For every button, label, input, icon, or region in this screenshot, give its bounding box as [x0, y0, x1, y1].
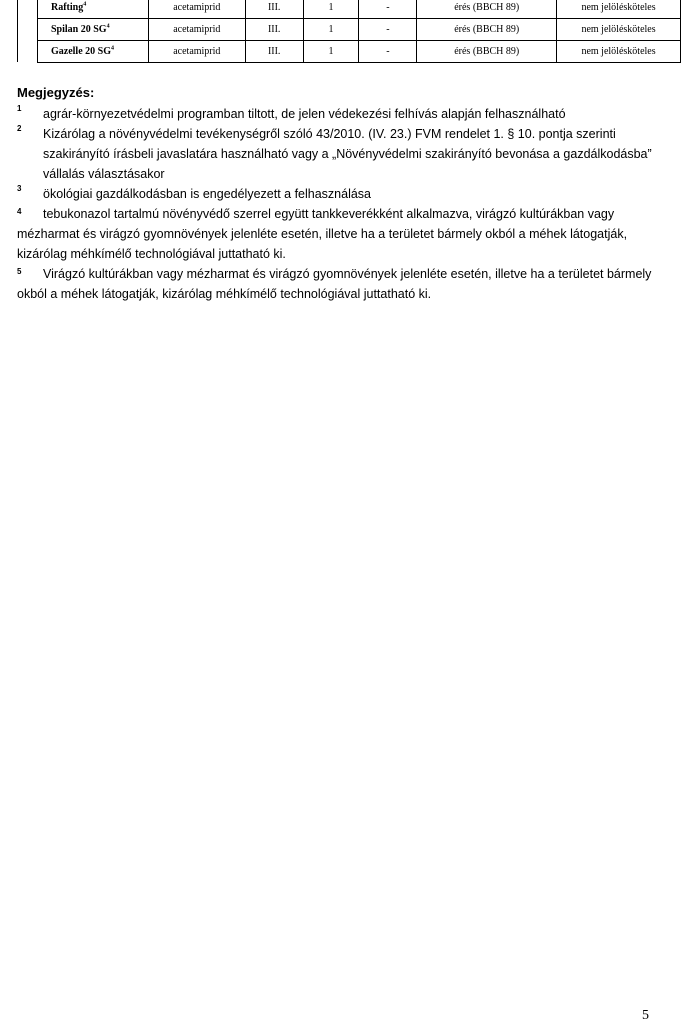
note-number: 4 — [17, 207, 22, 216]
stage-cell: érés (BBCH 89) — [417, 41, 557, 63]
page-number: 5 — [642, 1008, 649, 1023]
note-item — [17, 184, 657, 204]
class-cell: III. — [245, 41, 303, 63]
note-text: agrár-környezetvédelmi programban tiltott, de jelen védekezési felhívás alapján felhasználható — [43, 107, 566, 121]
note-item — [17, 204, 657, 264]
label-cell: nem jelölésköteles — [557, 0, 681, 19]
label-cell: nem jelölésköteles — [557, 19, 681, 41]
value-cell: - — [359, 19, 417, 41]
product-name: Rafting — [51, 2, 84, 13]
footnote-ref: 4 — [111, 45, 114, 52]
note-text: Virágzó kultúrákban vagy mézharmat és virágzó gyomnövények jelenléte esetén, illetve ha a területet bármely okból a méhek látogatják, kizárólag méhkímélő technológiával juttatható ki. — [17, 267, 652, 301]
note-text: ökológiai gazdálkodásban is engedélyezett a felhasználása — [43, 187, 372, 201]
stage-cell: érés (BBCH 89) — [417, 0, 557, 19]
active-ingredient-cell: acetamiprid — [148, 41, 245, 63]
note-text: Kizárólag a növényvédelmi tevékenységről szóló 43/2010. (IV. 23.) FVM rendelet 1. § 10. pontja szerinti szakirányító írásbeli javaslatára használható vagy a „Növényvédelmi szakirányító bevonása a gazdálkodásba” vállalás választásakor — [43, 127, 652, 181]
note-number: 3 — [17, 184, 22, 193]
note-item — [17, 104, 657, 124]
value-cell: 1 — [303, 0, 359, 19]
stage-cell: érés (BBCH 89) — [417, 19, 557, 41]
notes-heading: Megjegyzés: — [17, 85, 95, 100]
footnote-ref: 4 — [106, 23, 110, 30]
value-cell: - — [359, 41, 417, 63]
class-cell: III. — [245, 0, 303, 19]
active-ingredient-cell: acetamiprid — [148, 0, 245, 19]
note-number: 1 — [17, 104, 22, 113]
product-name: Spilan 20 SG — [51, 24, 107, 35]
product-name-cell — [38, 41, 149, 63]
label-cell: nem jelölésköteles — [557, 41, 681, 63]
table-row — [38, 19, 681, 41]
value-cell: - — [359, 0, 417, 19]
table-row — [38, 0, 681, 19]
note-number: 2 — [17, 124, 22, 133]
class-cell: III. — [245, 19, 303, 41]
product-table — [37, 0, 681, 63]
active-ingredient-cell: acetamiprid — [148, 19, 245, 41]
note-text: tebukonazol tartalmú növényvédő szerrel együtt tankkeverékként alkalmazva, virágzó kultúrákban vagy mézharmat és virágzó gyomnövények jelenléte esetén, illetve ha a területet bármely okból a méhek látogatják, kizárólag méhkímélő technológiával juttatható ki. — [17, 207, 628, 261]
table-row — [38, 41, 681, 63]
note-number: 5 — [17, 267, 22, 276]
footnote-ref: 4 — [83, 1, 87, 8]
product-name-cell — [38, 19, 149, 41]
note-item — [17, 264, 657, 304]
notes-section — [17, 83, 657, 304]
table-left-rule — [17, 0, 18, 62]
product-name-cell — [38, 0, 149, 19]
value-cell: 1 — [303, 19, 359, 41]
product-name: Gazelle 20 SG — [51, 46, 111, 57]
note-item — [17, 124, 657, 184]
value-cell: 1 — [303, 41, 359, 63]
